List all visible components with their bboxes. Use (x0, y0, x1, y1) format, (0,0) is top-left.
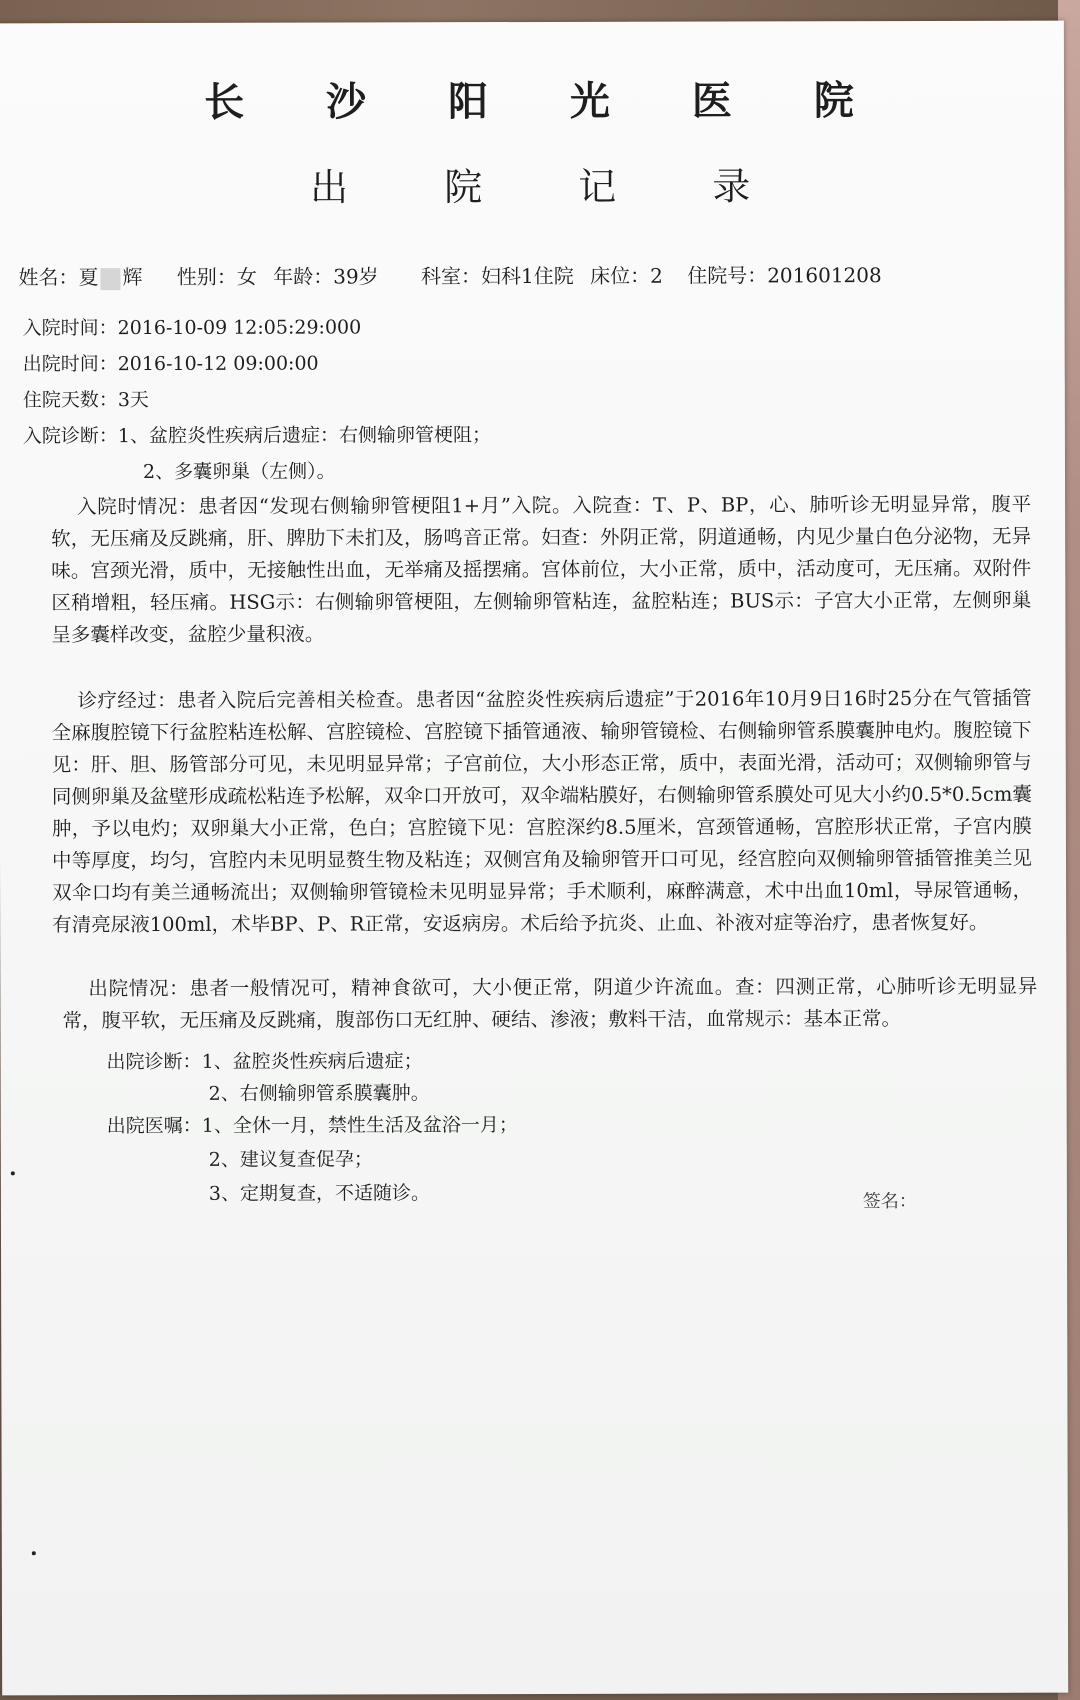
patient-bed: 床位：2 (590, 263, 663, 288)
admit-diagnosis-item: 2、多囊卵巢（左侧）。 (142, 460, 336, 484)
paper-speck (32, 1551, 36, 1555)
discharge-diagnosis (106, 1046, 422, 1074)
stay-days: 住院天数：3天 (22, 389, 149, 412)
discharge-order-item: 1、全休一月，禁性生活及盆浴一月； (201, 1114, 518, 1137)
patient-info-row (18, 259, 891, 290)
discharge-time: 出院时间：2016-10-12 09:00:00 (22, 352, 319, 376)
discharge-diagnosis-item: 1、盆腔炎性疾病后遗症； (201, 1050, 423, 1073)
admit-time: 入院时间：2016-10-09 12:05:29:000 (22, 316, 362, 340)
discharge-orders (107, 1110, 518, 1138)
admit-diagnosis-label: 入院诊断： (22, 425, 118, 448)
discharge-condition-paragraph: 出院情况：患者一般情况可，精神食欲可，大小便正常，阴道少许流血。查：四测正常，心肺听诊无明显异常，腹平软，无压痛及反跳痛，腹部伤口无红肿、硬结、渗液；敷料干洁，血常规示：基本正常。 (62, 974, 1038, 1033)
patient-dept: 科室：妇科1住院 (420, 263, 574, 289)
patient-gender: 性别：女 (176, 264, 257, 289)
discharge-diagnosis-item: 2、右侧输卵管系膜囊肿。 (208, 1082, 430, 1105)
admission-number: 住院号：201601208 (687, 263, 882, 288)
patient-name: 姓名：夏 辉 (18, 265, 143, 290)
hospital-name: 长 沙 阳 光 医 院 (204, 77, 888, 126)
document-title: 出 院 记 录 (310, 164, 793, 210)
discharge-orders-label: 出院医嘱： (106, 1114, 202, 1138)
treatment-paragraph: 诊疗经过：患者入院后完善相关检查。患者因“盆腔炎性疾病后遗症”于2016年10月9日16时25分在气管插管全麻腹腔镜下行盆腔粘连松解、宫腔镜检、宫腔镜下插管通液、输卵管镜检、右侧输卵管系膜囊肿电灼。腹腔镜下见：肝、胆、肠管部分可见，未见明显异常；子宫前位，大小形态正常，质中，表面光滑，活动可；双侧输卵管与同侧卵巢及盆壁形成疏松粘连予松解，双伞口开放可，双伞端粘膜好，右侧输卵管系膜处可见大小约0.5*0.5cm囊肿，予以电灼；双卵巢大小正常，色白；宫腔镜下见：宫腔深约8.5厘米，宫颈管通畅，宫腔形状正常，子宫内膜中等厚度，均匀，宫腔内未见明显赘生物及粘连；双侧宫角及输卵管开口可见，经宫腔向双侧输卵管插管推美兰见双伞口均有美兰通畅流出；双侧输卵管镜检未见明显异常；手术顺利，麻醉满意，术中出血10ml，导尿管通畅，有清亮尿液100ml，术毕BP、P、R正常，安返病房。术后给予抗炎、止血、补液对症等治疗，患者恢复好。 (51, 686, 1033, 937)
paper-speck (11, 1171, 15, 1175)
discharge-order-item: 2、建议复查促孕； (208, 1148, 373, 1171)
admit-diagnosis (23, 420, 491, 448)
admit-condition-paragraph: 入院时情况：患者因“发现右侧输卵管梗阻1+月”入院。入院查：T、P、BP，心、肺听诊无明显异常，腹平软，无压痛及反跳痛，肝、脾肋下未扪及，肠鸣音正常。妇查：外阴正常，阴道通畅，内见少量白色分泌物，无异味。宫颈光滑，质中，无接触性出血，无举痛及摇摆痛。宫体前位，大小正常，质中，活动度可，无压痛。双附件区稍增粗，轻压痛。HSG示：右侧输卵管梗阻，左侧输卵管粘连，盆腔粘连；BUS示：子宫大小正常，左侧卵巢呈多囊样改变，盆腔少量积液。 (51, 492, 1032, 647)
redaction-blur (100, 268, 120, 290)
admit-diagnosis-item: 1、盆腔炎性疾病后遗症：右侧输卵管梗阻； (117, 424, 492, 448)
signature-label: 签名： (862, 1190, 917, 1213)
discharge-order-item: 3、定期复查，不适随诊。 (208, 1182, 430, 1205)
discharge-diagnosis-label: 出院诊断： (106, 1050, 202, 1074)
discharge-record-paper (0, 21, 1068, 1696)
patient-age: 年龄：39岁 (273, 264, 379, 289)
